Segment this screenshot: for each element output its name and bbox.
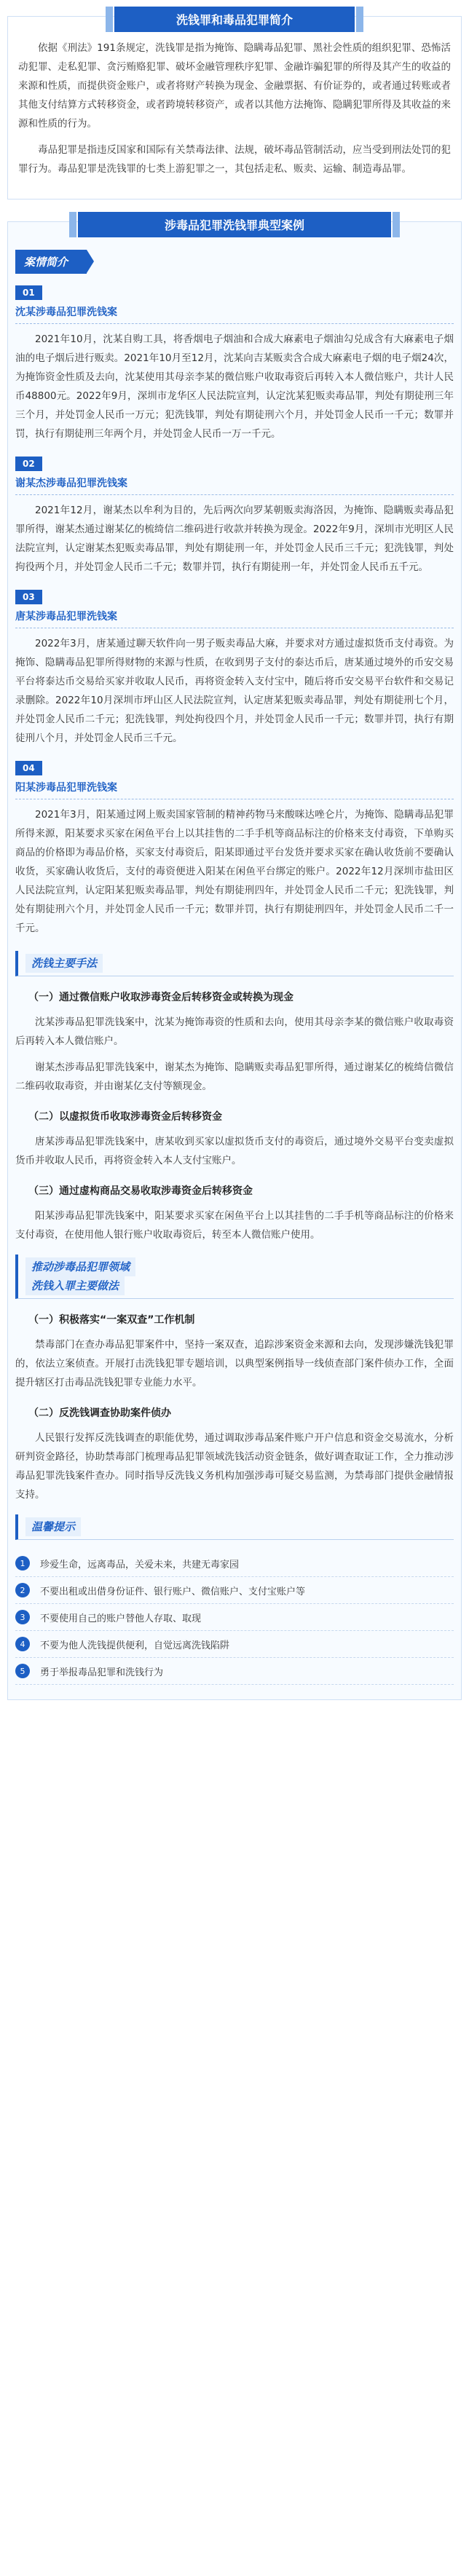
tip-item xyxy=(15,1577,454,1604)
tip-item xyxy=(15,1631,454,1658)
tip-item xyxy=(15,1658,454,1685)
case-number: 02 xyxy=(15,457,42,471)
case-name: 谢某杰涉毒品犯罪洗钱案 xyxy=(15,475,454,495)
tip-number: 4 xyxy=(15,1637,30,1651)
method-3-paragraph: 阳某涉毒品犯罪洗钱案中，阳某要求买家在闲鱼平台上以其挂售的二手手机等商品标注的价格来支付毒资，在使用他人银行账户收取毒资后，转至本人微信账户使用。 xyxy=(15,1210,454,1241)
tip-text: 勇于举报毒品犯罪和洗钱行为 xyxy=(40,1667,164,1678)
promote-1-title: （一）积极落实“一案双查”工作机制 xyxy=(28,1314,195,1326)
case-name: 沈某涉毒品犯罪洗钱案 xyxy=(15,304,454,324)
case-number: 03 xyxy=(15,590,42,604)
methods-heading: 洗钱主要手法 xyxy=(25,954,103,973)
tip-number: 1 xyxy=(15,1556,30,1571)
case-item xyxy=(15,285,454,443)
promote-2-paragraph: 人民银行发挥反洗钱调查的职能优势，通过调取涉毒品案件账户开户信息和资金交易流水，分析研判资金路径，协助禁毒部门梳理毒品犯罪领域洗钱活动资金链条，做好调查取证工作，全力推动涉毒品犯罪洗钱案件查办。同时指导反洗钱义务机构加强涉毒可疑交易监测，为禁毒部门提供金融情报支持。 xyxy=(15,1432,454,1501)
promote-heading-line-2: 洗钱入罪主要做法 xyxy=(25,1276,125,1295)
tips-heading: 温馨提示 xyxy=(25,1517,81,1536)
case-text: 2021年10月，沈某自购工具，将香烟电子烟油和合成大麻素电子烟油勾兑成含有大麻素电子烟油的电子烟后进行贩卖。2021年10月至12月，沈某向吉某贩卖含合成大麻素电子烟的电子烟24次，为掩饰资金性质及去向，沈某使用其母亲李某的微信账户收取毒资后再转入本人微信账户，共计人民币48800元。2022年9月，深圳市龙华区人民法院宣判，认定沈某犯贩卖毒品罪，判处有期徒刑三年三个月，并处罚金人民币一万元；犯洗钱罪，判处有期徒刑六个月，并处罚金人民币一千元；数罪并罚，执行有期徒刑三年两个月，并处罚金人民币一万一千元。 xyxy=(15,333,454,440)
case-number: 01 xyxy=(15,285,42,300)
case-name: 唐某涉毒品犯罪洗钱案 xyxy=(15,609,454,628)
case-intro-heading: 案情简介 xyxy=(15,250,87,274)
tip-number: 5 xyxy=(15,1664,30,1678)
tip-item xyxy=(15,1604,454,1631)
intro-section xyxy=(7,13,462,199)
method-1-title: （一）通过微信账户收取涉毒资金后转移资金或转换为现金 xyxy=(28,992,293,1003)
cases-title: 涉毒品犯罪洗钱罪典型案例 xyxy=(78,212,391,237)
promote-heading-line-1: 推动涉毒品犯罪领域 xyxy=(25,1257,135,1276)
promote-heading-bar xyxy=(15,1255,454,1299)
method-1-paragraph-1: 沈某涉毒品犯罪洗钱案中，沈某为掩饰毒资的性质和去向，使用其母亲李某的微信账户收取毒资后再转入本人微信账户。 xyxy=(15,1016,454,1047)
case-number: 04 xyxy=(15,761,42,775)
tip-text: 不要出租或出借身份证件、银行账户、微信账户、支付宝账户等 xyxy=(40,1586,306,1597)
intro-paragraph-1: 依据《刑法》191条规定，洗钱罪是指为掩饰、隐瞒毒品犯罪、黑社会性质的组织犯罪、恐怖活动犯罪、走私犯罪、贪污贿赂犯罪、破坏金融管理秩序犯罪、金融诈骗犯罪的所得及其产生的收益的来源和性质，而提供资金账户，或者将财产转换为现金、金融票据、有价证券的，或者通过转账或者其他支付结算方式转移资金，或者跨境转移资产，或者以其他方法掩饰、隐瞒犯罪所得及其收益的来源和性质的行为。 xyxy=(18,42,451,130)
method-3-title: （三）通过虚构商品交易收取涉毒资金后转移资金 xyxy=(28,1185,253,1197)
case-text: 2021年12月，谢某杰以牟利为目的，先后两次向罗某朝贩卖海洛因，为掩饰、隐瞒贩卖毒品犯罪所得，谢某杰通过谢某亿的梳绮信二维码进行收款并转换为现金。2022年9月，深圳市光明区人民法院宣判，认定谢某杰犯贩卖毒品罪，判处有期徒刑一年，并处罚金人民币三千元；犯洗钱罪，判处拘役两个月，并处罚金人民币二千元；数罪并罚，执行有期徒刑一年，并处罚金人民币五千元。 xyxy=(15,505,454,573)
method-1-paragraph-2: 谢某杰涉毒品犯罪洗钱案中，谢某杰为掩饰、隐瞒贩卖毒品犯罪所得，通过谢某亿的梳绮信微信二维码收取毒资，并由谢某亿支付等额现金。 xyxy=(15,1062,454,1092)
promote-2-title: （二）反洗钱调查协助案件侦办 xyxy=(28,1407,171,1419)
tip-number: 2 xyxy=(15,1583,30,1597)
case-text: 2022年3月，唐某通过聊天软件向一男子贩卖毒品大麻，并要求对方通过虚拟货币支付毒资。为掩饰、隐瞒毒品犯罪所得财物的来源与性质，在收到男子支付的泰达币后，唐某通过境外的币安交易平台将泰达币交易给买家并收取人民币，再将资金转入支付宝中，随后将币安交易平台软件和交易记录删除。2022年10月深圳市坪山区人民法院宣判，认定唐某犯贩卖毒品罪，判处有期徒刑七个月，并处罚金人民币二千元；犯洗钱罪，判处拘役四个月，并处罚金人民币一千元；数罪并罚，执行有期徒刑八个月，并处罚金人民币三千元。 xyxy=(15,638,454,744)
cases-section xyxy=(7,218,462,1700)
method-2-paragraph: 唐某涉毒品犯罪洗钱案中，唐某收到买家以虚拟货币支付的毒资后，通过境外交易平台变卖虚拟货币并收取人民币，再将资金转入本人支付宝账户。 xyxy=(15,1136,454,1166)
tip-text: 珍爱生命，远离毒品，关爱未来，共建无毒家园 xyxy=(40,1559,240,1571)
promote-1-paragraph: 禁毒部门在查办毒品犯罪案件中，坚持一案双查，追踪涉案资金来源和去向，发现涉嫌洗钱犯罪的，依法立案侦查。开展打击洗钱犯罪专题培训，以典型案例指导一线侦查部门案件侦办工作，全面提升辖区打击毒品洗钱犯罪专业能力水平。 xyxy=(15,1339,454,1388)
tip-item xyxy=(15,1550,454,1577)
methods-heading-bar xyxy=(15,951,454,976)
case-text: 2021年3月，阳某通过网上贩卖国家管制的精神药物马来酸咪达唑仑片，为掩饰、隐瞒毒品犯罪所得来源，阳某要求买家在闲鱼平台上以其挂售的二手手机等商品标注的价格来支付毒资，下单购买商品的价格即为毒品价格，买家支付毒资后，阳某即通过平台发货并要求买家在确认收货前不要确认收货，买家确认收货后，支付的毒资便进入阳某在闲鱼平台绑定的账户。2022年12月深圳市盐田区人民法院宣判，认定阳某犯贩卖毒品罪，判处有期徒刑四年，并处罚金人民币二千元；犯洗钱罪，判处有期徒刑六个月，并处罚金人民币一千元；数罪并罚，执行有期徒刑四年，并处罚金人民币二千一千元。 xyxy=(15,809,454,934)
case-item xyxy=(15,761,454,938)
tip-number: 3 xyxy=(15,1610,30,1624)
tips-list xyxy=(15,1550,454,1685)
method-2-title: （二）以虚拟货币收取涉毒资金后转移资金 xyxy=(28,1111,222,1123)
intro-title: 洗钱罪和毒品犯罪简介 xyxy=(114,7,355,32)
case-item xyxy=(15,457,454,577)
tip-text: 不要为他人洗钱提供便利，自觉远离洗钱陷阱 xyxy=(40,1640,230,1651)
intro-paragraph-2: 毒品犯罪是指违反国家和国际有关禁毒法律、法规，破坏毒品管制活动，应当受到刑法处罚的犯罪行为。毒品犯罪是洗钱罪的七类上游犯罪之一，其包括走私、贩卖、运输、制造毒品罪。 xyxy=(18,144,451,175)
case-item xyxy=(15,590,454,748)
tip-text: 不要使用自己的账户替他人存取、取现 xyxy=(40,1613,202,1624)
tips-heading-bar xyxy=(15,1514,454,1540)
case-name: 阳某涉毒品犯罪洗钱案 xyxy=(15,780,454,799)
